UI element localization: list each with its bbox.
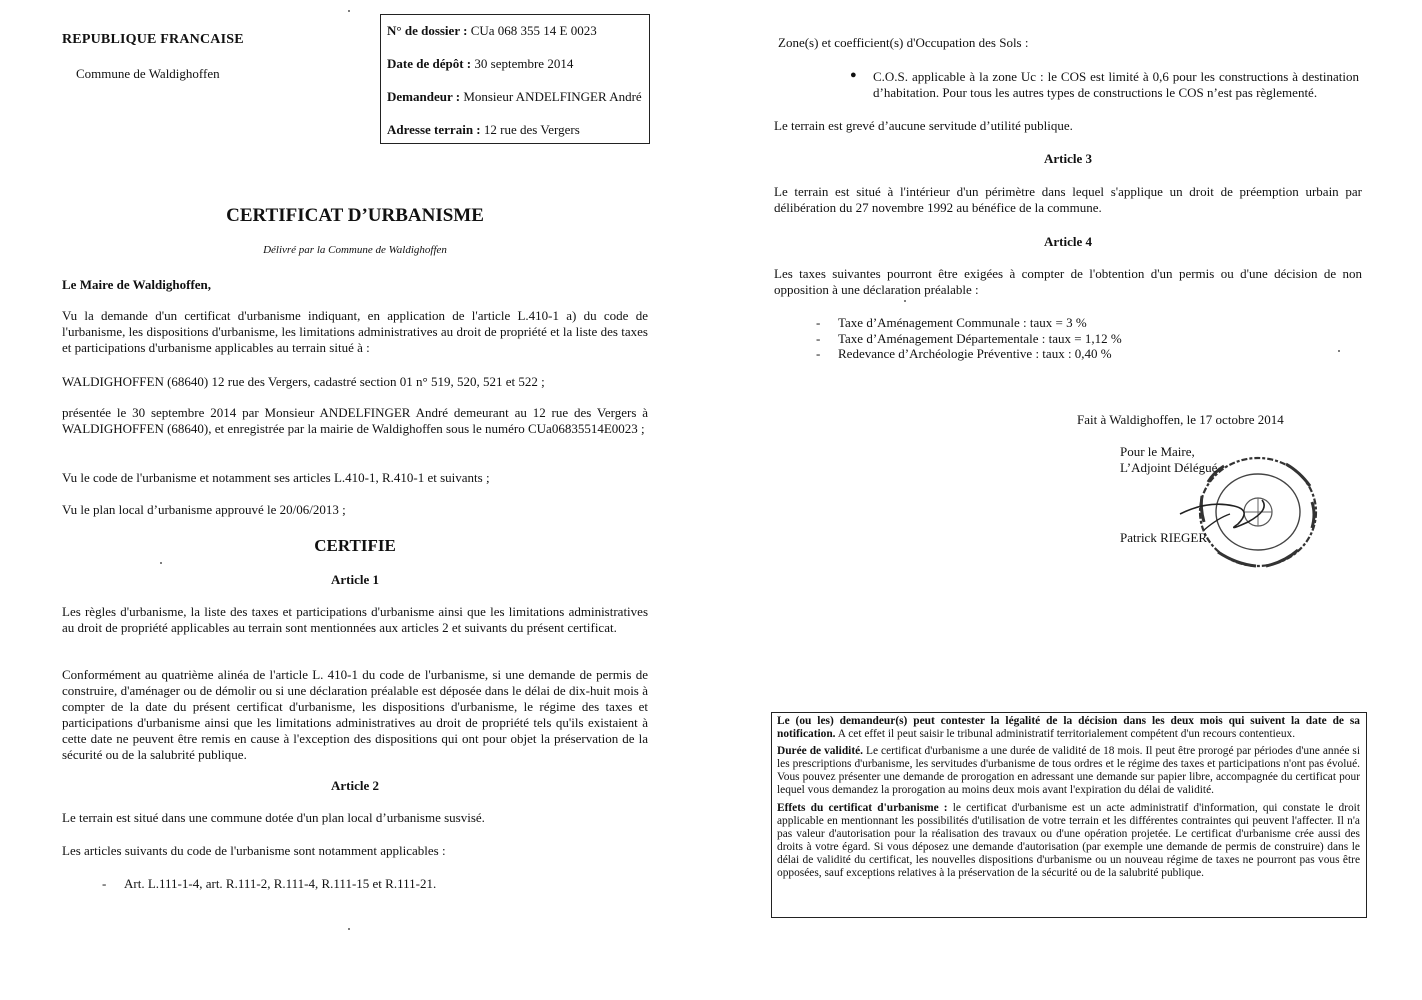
tax-item-archeologie: Redevance d’Archéologie Préventive : taux : 0,40 % xyxy=(838,346,1112,361)
dossier-number-value: CUa 068 355 14 E 0023 xyxy=(470,23,597,38)
commune-name: Commune de Waldighoffen xyxy=(76,66,220,81)
article4-paragraph: Les taxes suivantes pourront être exigées à compter de l'obtention d'un permis ou d'une décision de non opposition à une déclaration préalable : xyxy=(774,266,1362,297)
signatory-name: Patrick RIEGER xyxy=(1120,530,1208,545)
article1-title: Article 1 xyxy=(330,572,379,587)
article1-paragraph2: Conformément au quatrième alinéa de l'article L. 410-1 du code de l'urbanisme, si une demande de permis de construire, d'aménager ou de démolir ou si une déclaration préalable est déposée dans le délai de dix-huit mois à compter de la date du présent certificat d'urbanisme, les dispositions d'urbanisme, le régime des taxes et participations d'urbanisme ainsi que les limitations administratives au droit de propriété tels qu'ils existaient à cette date ne peuvent être remis en cause à l'exception des dispositions qui ont pour objet la préservation de la sécurité ou de la salubrité publique. xyxy=(62,667,648,762)
vu-plan-paragraph: Vu le plan local d’urbanisme approuvé le 20/06/2013 ; xyxy=(62,502,346,517)
maire-heading: Le Maire de Waldighoffen, xyxy=(62,277,212,292)
adresse-label: Adresse terrain : xyxy=(387,122,481,137)
demandeur-label: Demandeur : xyxy=(387,89,461,104)
scan-speck xyxy=(160,562,162,564)
legal-notice-box xyxy=(771,712,1367,918)
vu-demande-paragraph: Vu la demande d'un certificat d'urbanisme indiquant, en application de l'article L.410-1 a) du code de l'urbanisme, les dispositions d'urbanisme, les limitations administratives au droit de propriété et la liste des taxes et participations d'urbanisme applicables au terrain situé à : xyxy=(62,308,648,355)
depot-date-value: 30 septembre 2014 xyxy=(474,56,574,71)
scan-speck xyxy=(904,300,906,302)
document-subtitle: Délivré par la Commune de Waldighoffen xyxy=(263,244,447,256)
notice-recours-bold: Le (ou les) demandeur(s) peut contester la légalité de la décision dans les deux mois qui suivent la date de sa notification. xyxy=(777,715,1360,741)
scan-speck xyxy=(348,10,350,12)
article2-paragraph2: Les articles suivants du code de l'urbanisme sont notamment applicables : xyxy=(62,843,446,858)
fait-a-line: Fait à Waldighoffen, le 17 octobre 2014 xyxy=(1077,412,1284,427)
tax-item-communale: Taxe d’Aménagement Communale : taux = 3 % xyxy=(838,315,1087,330)
servitude-paragraph: Le terrain est grevé d’aucune servitude d’utilité publique. xyxy=(774,118,1073,133)
dossier-info-box xyxy=(380,14,650,144)
tax-dash-2: - xyxy=(816,331,821,346)
adresse-cadastre-paragraph: WALDIGHOFFEN (68640) 12 rue des Vergers, cadastré section 01 n° 519, 520, 521 et 522 ; xyxy=(62,374,545,389)
notice-effets-bold: Effets du certificat d'urbanisme : xyxy=(777,801,948,814)
notice-recours-text: A cet effet il peut saisir le tribunal administratif territorialement compétent d'un recours contentieux. xyxy=(835,728,1296,741)
signature-block xyxy=(1120,444,1217,546)
scan-speck xyxy=(348,928,350,930)
cos-paragraph: C.O.S. applicable à la zone Uc : le COS est limité à 0,6 pour les constructions à destination d’habitation. Pour tous les autres types de constructions le COS n’est pas règlementé. xyxy=(873,69,1359,100)
notice-effets-text: le certificat d'urbanisme est un acte administratif d'information, qui constate le droit applicable en mentionnant les possibilités d'utilisation de votre terrain et les différentes contraintes qui peuvent l'affecter. Il n'a pas valeur d'autorisation pour la réalisation des travaux ou d'une opération projetée. Le certificat d'urbanisme crée aussi des droits à votre égard. Si vous déposez une demande d'autorisation (par exemple une demande de permis de construire) dans le délai de validité du certificat, les nouvelles dispositions d'urbanisme ou un nouveau régime de taxes ne pourront pas vous être opposées, sauf exceptions relatives à la préservation de la sécurité ou de la salubrité publique. xyxy=(777,801,1361,880)
certifie-heading: CERTIFIE xyxy=(314,536,396,555)
article3-paragraph: Le terrain est situé à l'intérieur d'un périmètre dans lequel s'applique un droit de préemption urbain par délibération du 27 novembre 1992 au bénéfice de la commune. xyxy=(774,184,1362,215)
notice-validite xyxy=(777,745,1360,797)
article2-paragraph1: Le terrain est situé dans une commune dotée d'un plan local d’urbanisme susvisé. xyxy=(62,810,485,825)
republique-header: REPUBLIQUE FRANCAISE xyxy=(62,32,244,47)
adresse-value: 12 rue des Vergers xyxy=(483,122,580,137)
dossier-number-label: N° de dossier : xyxy=(387,23,468,38)
notice-recours xyxy=(777,715,1360,741)
zones-heading: Zone(s) et coefficient(s) d'Occupation des Sols : xyxy=(778,35,1029,50)
scan-speck xyxy=(1338,350,1340,352)
article4-title: Article 4 xyxy=(1043,234,1092,249)
notice-validite-text: Le certificat d'urbanisme a une durée de validité de 18 mois. Il peut être prorogé par périodes d'une année si les prescriptions d'urbanisme, les servitudes d'urbanisme de tous ordres et le régime des taxes et participations n'ont pas évolué. Vous pouvez présenter une demande de prorogation en adressant une demande sur papier libre, accompagnée du certificat pour lequel vous demandez la prorogation au moins deux mois avant l'expiration du délai de validité. xyxy=(777,745,1360,797)
depot-date-label: Date de dépôt : xyxy=(387,56,472,71)
notice-effets xyxy=(777,802,1360,881)
article2-item: Art. L.111-1-4, art. R.111-2, R.111-4, R.111-15 et R.111-21. xyxy=(124,876,437,891)
tax-dash-1: - xyxy=(816,315,821,330)
tax-dash-3: - xyxy=(816,346,821,361)
depot-date-row xyxy=(387,56,649,89)
pour-le-maire: Pour le Maire, xyxy=(1120,444,1195,459)
bullet-icon: ● xyxy=(850,69,857,81)
document-title: CERTIFICAT D’URBANISME xyxy=(226,205,484,226)
demandeur-row xyxy=(387,89,649,122)
article1-paragraph1: Les règles d'urbanisme, la liste des taxes et participations d'urbanisme ainsi que les limitations administratives au droit de propriété applicables au terrain sont mentionnées aux articles 2 et suivants du présent certificat. xyxy=(62,604,648,635)
article2-title: Article 2 xyxy=(330,778,379,793)
notice-validite-bold: Durée de validité. xyxy=(777,745,864,758)
dash-bullet: - xyxy=(102,876,107,891)
dossier-number-row xyxy=(387,23,649,56)
adresse-row xyxy=(387,122,649,155)
adjoint-delegue: L’Adjoint Délégué xyxy=(1120,460,1218,475)
article3-title: Article 3 xyxy=(1043,151,1092,166)
demandeur-value: Monsieur ANDELFINGER André xyxy=(463,89,642,104)
presentee-paragraph: présentée le 30 septembre 2014 par Monsieur ANDELFINGER André demeurant au 12 rue des Vergers à WALDIGHOFFEN (68640), et enregistrée par la mairie de Waldighoffen sous le numéro CUa06835514E0023 ; xyxy=(62,405,648,436)
tax-item-departementale: Taxe d’Aménagement Départementale : taux = 1,12 % xyxy=(838,331,1122,346)
vu-code-paragraph: Vu le code de l'urbanisme et notamment ses articles L.410-1, R.410-1 et suivants ; xyxy=(62,470,490,485)
